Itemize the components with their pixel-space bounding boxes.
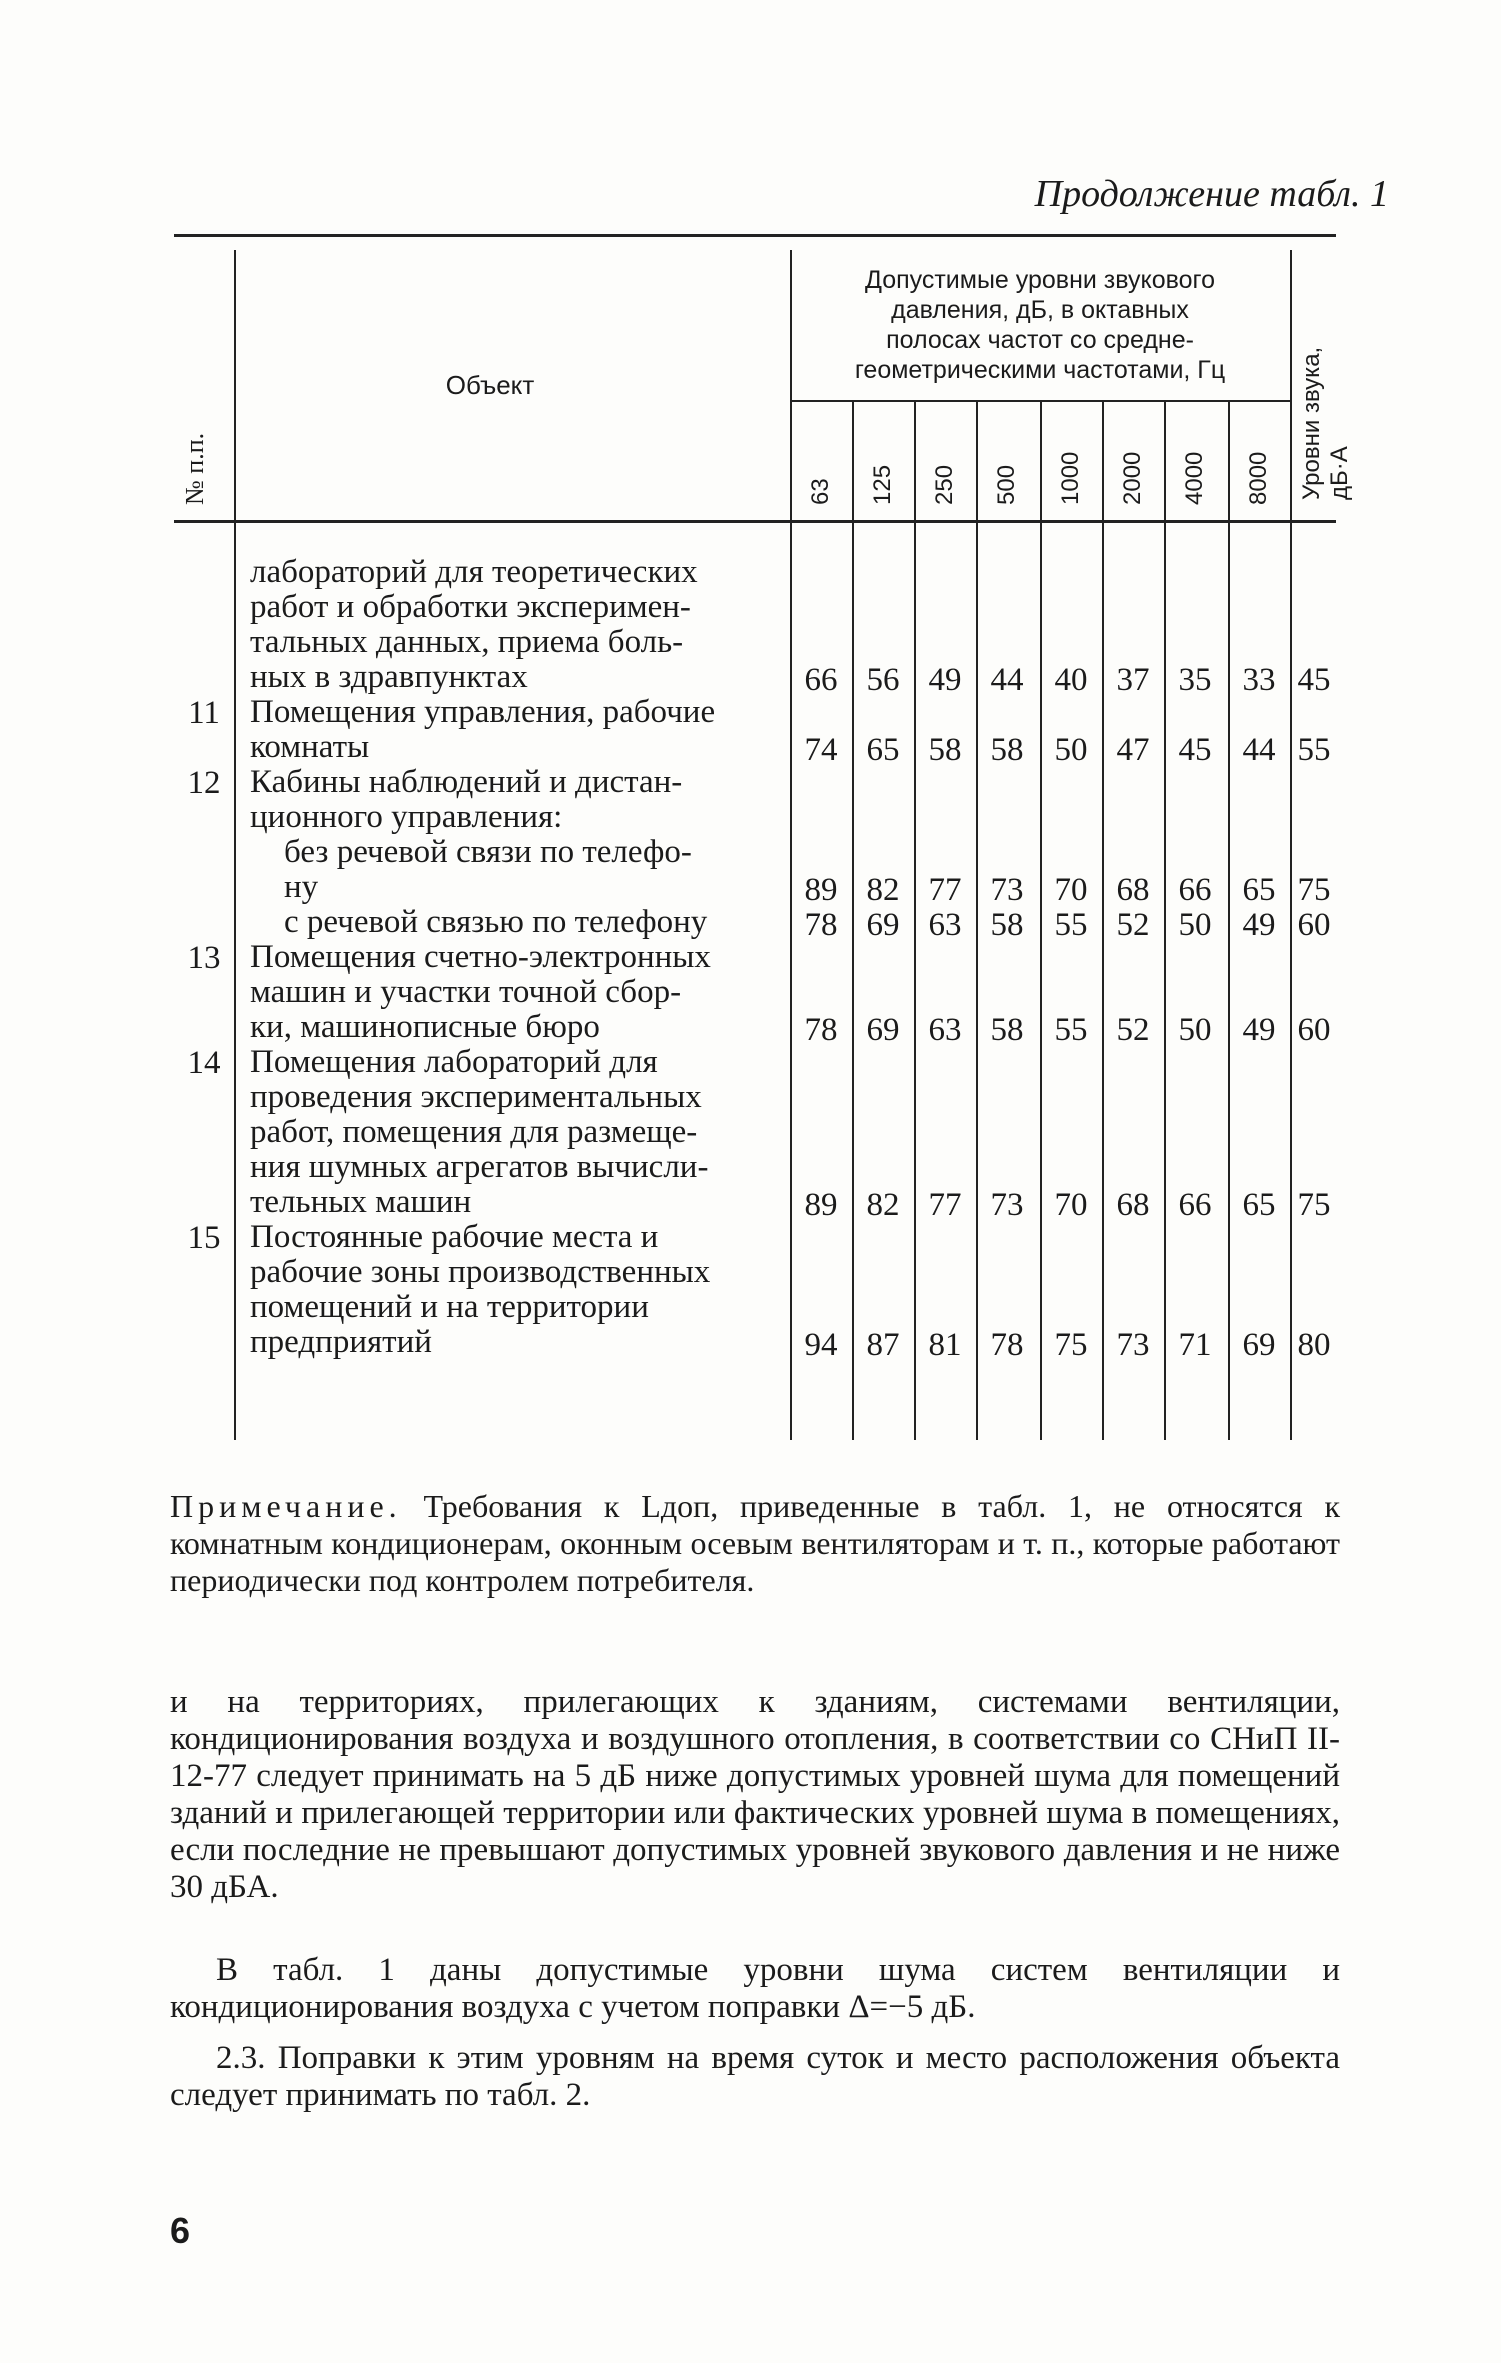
row-number: 14	[187, 1045, 221, 1081]
object-line: проведения экспериментальных	[250, 1079, 702, 1115]
table-column-rule	[1290, 250, 1292, 1440]
table-cell-value: 50	[1178, 1012, 1212, 1048]
table-cell-value: 65	[866, 732, 900, 768]
note-label: Примечание.	[170, 1488, 402, 1524]
object-line: комнаты	[250, 729, 370, 765]
table-cell-value: 56	[866, 662, 900, 698]
table-cell-value: 77	[928, 872, 962, 908]
object-line: тальных данных, приема боль-	[250, 624, 684, 660]
header-frequency: 250	[931, 464, 958, 505]
table-cell-value: 55	[1054, 1012, 1088, 1048]
table-cell-value: 45	[1178, 732, 1212, 768]
table-cell-value: 47	[1116, 732, 1150, 768]
header-group-line: полосах частот со средне-	[886, 326, 1194, 354]
object-line: Помещения лабораторий для	[250, 1044, 658, 1080]
table-cell-value: 52	[1116, 1012, 1150, 1048]
table-cell-value: 69	[866, 907, 900, 943]
table-cell-value: 50	[1054, 732, 1088, 768]
table-cell-value: 75	[1054, 1327, 1088, 1363]
header-frequency: 63	[807, 478, 834, 505]
table-cell-value: 58	[990, 732, 1024, 768]
table-cell-value: 78	[804, 1012, 838, 1048]
object-line: ных в здравпунктах	[250, 659, 528, 695]
table-header-bottom-rule	[174, 520, 1336, 523]
header-frequency: 1000	[1057, 451, 1084, 505]
header-frequency: 500	[993, 464, 1020, 505]
table-cell-value: 55	[1054, 907, 1088, 943]
table-cell-value: 44	[1242, 732, 1276, 768]
row-number: 12	[187, 765, 221, 801]
table-cell-level: 45	[1297, 662, 1331, 698]
table-cell-value: 52	[1116, 907, 1150, 943]
table-cell-value: 82	[866, 872, 900, 908]
object-line: рабочие зоны производственных	[250, 1254, 711, 1290]
table-cell-value: 73	[990, 872, 1024, 908]
header-frequency: 4000	[1181, 451, 1208, 505]
header-frequency: 2000	[1119, 451, 1146, 505]
header-group-line: давления, дБ, в октавных	[891, 296, 1189, 324]
header-group-line: Допустимые уровни звукового	[864, 266, 1215, 294]
table-cell-value: 65	[1242, 872, 1276, 908]
table-cell-value: 71	[1178, 1327, 1212, 1363]
header-number: № п.п.	[180, 432, 209, 505]
object-line: лабораторий для теоретических	[250, 554, 698, 590]
table-cell-level: 80	[1297, 1327, 1331, 1363]
object-line: Кабины наблюдений и дистан-	[250, 764, 683, 800]
table-cell-value: 94	[804, 1327, 838, 1363]
table-cell-value: 63	[928, 907, 962, 943]
table-cell-value: 78	[990, 1327, 1024, 1363]
object-line: Помещения счетно-электронных	[250, 939, 711, 975]
table-note	[170, 1488, 1340, 1599]
table-cell-value: 87	[866, 1327, 900, 1363]
table-caption: Продолжение табл. 1	[1034, 173, 1389, 215]
object-line: работ, помещения для размеще-	[250, 1114, 698, 1150]
object-line: машин и участки точной сбор-	[250, 974, 682, 1010]
object-line: помещений и на территории	[250, 1289, 649, 1325]
table-cell-level: 60	[1297, 907, 1331, 943]
object-line: ки, машинописные бюро	[250, 1009, 600, 1045]
table-cell-value: 40	[1054, 662, 1088, 698]
header-frequency: 125	[869, 464, 896, 505]
table-cell-value: 37	[1116, 662, 1150, 698]
header-group-line: геометрическими частотами, Гц	[854, 356, 1226, 384]
object-line: работ и обработки эксперимен-	[250, 589, 691, 625]
table-top-rule	[174, 234, 1336, 237]
object-line: без речевой связи по телефо-	[284, 834, 692, 870]
header-level-line: дБ·А	[1326, 446, 1353, 500]
row-number: 11	[188, 695, 220, 731]
table-cell-value: 69	[866, 1012, 900, 1048]
table-cell-value: 69	[1242, 1327, 1276, 1363]
table-cell-value: 58	[990, 1012, 1024, 1048]
header-frequency: 8000	[1245, 451, 1272, 505]
table-cell-level: 75	[1297, 872, 1331, 908]
table-cell-value: 66	[1178, 872, 1212, 908]
table-cell-value: 81	[928, 1327, 962, 1363]
table-cell-level: 55	[1297, 732, 1331, 768]
table-cell-value: 50	[1178, 907, 1212, 943]
table-cell-value: 49	[928, 662, 962, 698]
table-cell-value: 77	[928, 1187, 962, 1223]
table-cell-value: 58	[990, 907, 1024, 943]
table-cell-value: 78	[804, 907, 838, 943]
table-cell-value: 74	[804, 732, 838, 768]
page-number: 6	[170, 2210, 191, 2251]
object-line: ния шумных агрегатов вычисли-	[250, 1149, 709, 1185]
header-object: Объект	[445, 370, 535, 400]
object-line: ционного управления:	[250, 799, 563, 835]
table-cell-level: 60	[1297, 1012, 1331, 1048]
table-cell-value: 66	[804, 662, 838, 698]
table-cell-value: 73	[1116, 1327, 1150, 1363]
table-column-rule	[790, 250, 792, 1440]
object-line: ну	[284, 869, 319, 905]
table-cell-value: 33	[1242, 662, 1276, 698]
table-cell-value: 66	[1178, 1187, 1212, 1223]
row-number: 13	[187, 940, 221, 976]
header-level-line: Уровни звука,	[1298, 346, 1325, 500]
header-sound-pressure-group	[790, 265, 1290, 385]
table-cell-value: 35	[1178, 662, 1212, 698]
header-sound-level	[1298, 347, 1354, 500]
table-cell-value: 89	[804, 872, 838, 908]
row-number: 15	[187, 1220, 221, 1256]
table-cell-value: 89	[804, 1187, 838, 1223]
object-line: с речевой связью по телефону	[284, 904, 708, 940]
object-line: предприятий	[250, 1324, 432, 1360]
note-text: Требования к Lдоп, приведенные в табл. 1, не относятся к комнатным кондиционерам, оконным осевым вентиляторам и т. п., которые работают периодически под контролем потребителя.	[170, 1488, 1341, 1598]
body-paragraph-3: 2.3. Поправки к этим уровням на время суток и место расположения объекта следует принимать по табл. 2.	[170, 2040, 1340, 2113]
table-cell-value: 82	[866, 1187, 900, 1223]
table-cell-value: 58	[928, 732, 962, 768]
object-line: тельных машин	[250, 1184, 472, 1220]
table-column-rule	[234, 250, 236, 1440]
table-cell-value: 44	[990, 662, 1024, 698]
table-cell-value: 70	[1054, 872, 1088, 908]
table-cell-value: 68	[1116, 1187, 1150, 1223]
table-cell-value: 73	[990, 1187, 1024, 1223]
body-paragraph-2: В табл. 1 даны допустимые уровни шума систем вентиляции и кондиционирования воздуха с учетом поправки Δ=−5 дБ.	[170, 1952, 1340, 2025]
table-cell-value: 63	[928, 1012, 962, 1048]
object-line: Постоянные рабочие места и	[250, 1219, 659, 1255]
table-cell-value: 49	[1242, 907, 1276, 943]
body-paragraph-1: и на территориях, прилегающих к зданиям, системами вентиляции, кондиционирования воздуха и воздушного отопления, в соответствии со СНиП II-12-77 следует принимать на 5 дБ ниже допустимых уровней шума для помещений зданий и прилегающей территории или фактических уровней шума в помещениях, если последние не превышают допустимых уровней звукового давления и не ниже 30 дБА.	[170, 1684, 1340, 1905]
object-line: Помещения управления, рабочие	[250, 694, 716, 730]
table-cell-value: 49	[1242, 1012, 1276, 1048]
table-cell-value: 65	[1242, 1187, 1276, 1223]
table-cell-level: 75	[1297, 1187, 1331, 1223]
table-cell-value: 70	[1054, 1187, 1088, 1223]
table-cell-value: 68	[1116, 872, 1150, 908]
